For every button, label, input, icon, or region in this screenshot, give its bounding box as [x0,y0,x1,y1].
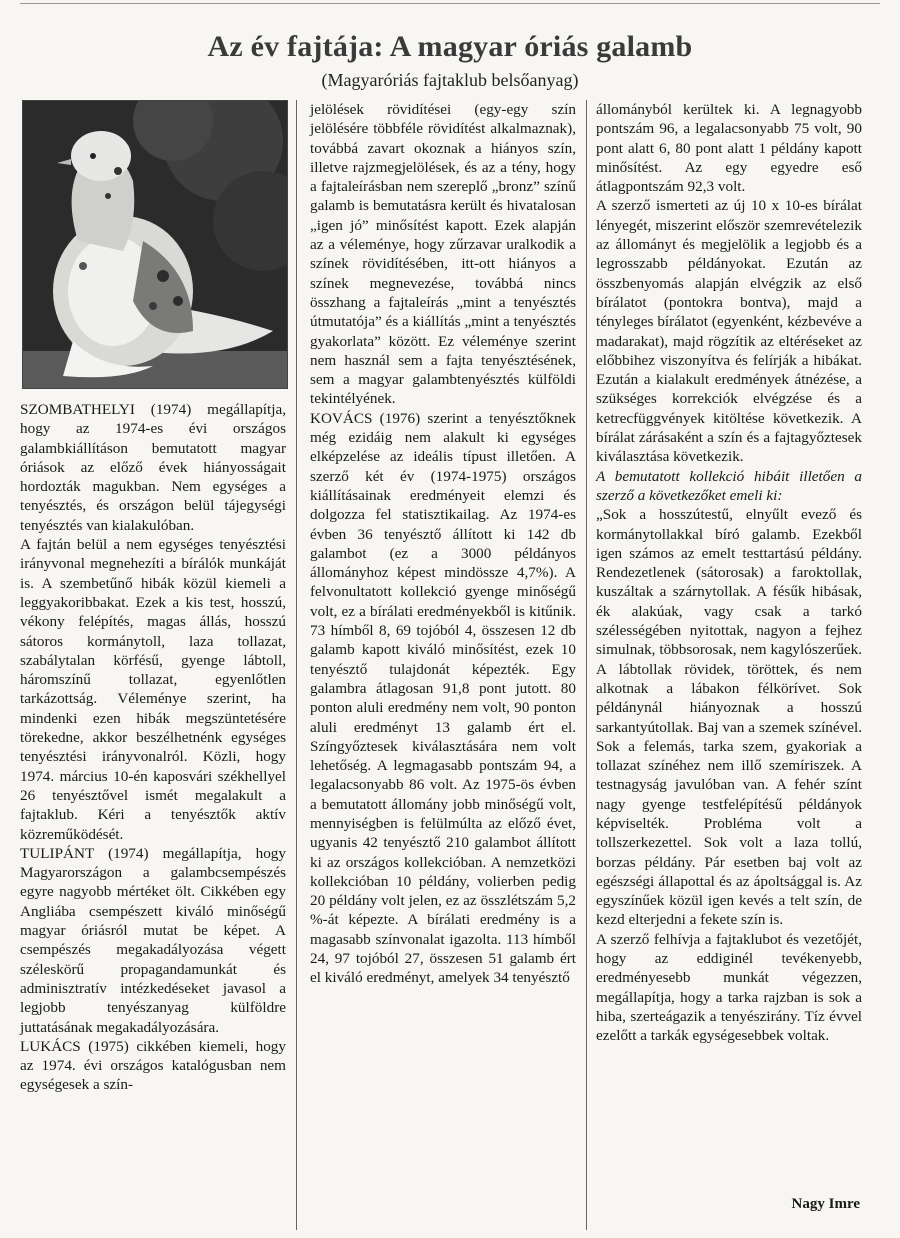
paragraph: SZOMBATHELYI (1974) megállapítja, hogy az 1974-es évi országos galambkiállításon bemutatott magyar óriások az előző évek hiányosságait hordozták magukban. Nem egységes a tenyésztés, és országon belül tájegységi tenyésztés van kialakulóban. [20,401,286,534]
column-divider [296,100,297,1230]
top-rule [20,3,880,4]
paragraph: jelölések rövidítései (egy-egy szín jelölésére többféle rövidítést alkalmaznak), továbbá zavart okoznak a hiányos szín, illetve rajzmegjelölések, és az a tény, hogy a fajtaleírásban nem szereplő „bronz” színű galamb is bemutatásra került és hivatalosan „igen jó” minősítést kapott. Ezek alapján az a véleménye, hogy zűrzavar uralkodik a színek rövidítésében, itt-ott hiányos a színek megnevezése, továbbá nincs összhang a fajtaleírás „mint a tenyésztés útmutatója” és a kiállítás „mint a tenyésztés gyakorlata” között. Ez véleménye szerint nem használ sem a fajta tenyésztésének, sem a magyar galambtenyésztés külföldi tekintélyének. [310,101,576,408]
paragraph: állományból kerültek ki. A legnagyobb pontszám 96, a legalacsonyabb 75 volt, 90 pont alatt 6, 80 pont alatt 1 példány kapott minősítést. Az egy egyedre eső átlagpontszám 92,3 volt. [596,101,862,196]
paragraph: A fajtán belül a nem egységes tenyésztési irányvonal megnehezíti a bírálók munkáját is. A szembetűnő hibák közül kiemeli a leggyakoribbakat. Ezek a kis test, hosszú, vékony felépítés, magas állás, hosszú sátoros kormánytoll, laza tollazat, szabálytalan körfésű, gyenge lábtoll, háromszínű tollazat, egyenlőtlen tarkázottság. Véleménye szerint, ha mindenki ezen hibák megszüntetésére törekedne, akkor beszélhetnénk egységes tenyésztési irányvonalról. Közli, hogy 1974. március 10-én kaposvári székhellyel 26 tenyésztővel ismét megalakult a fajtaklub. Kéri a tenyésztők aktív közreműködését. [20,536,286,843]
text-column-1 [20,400,286,1095]
paragraph: TULIPÁNT (1974) megállapítja, hogy Magyarországon a galambcsempészés egyre nagyobb mértéket ölt. Cikkében egy Angliába csempészett kiváló minőségű magyar óriásról mutat be képet. A csempészés megakadályozása végett széleskörű propagandamunkát és adminisztratív intézkedéseket javasol a legjobb tenyészanyag külföldre juttatásának megakadályozására. [20,844,286,1036]
text-column-3 [596,100,862,1046]
text-column-2 [310,100,576,988]
paragraph: LUKÁCS (1975) cikkében kiemeli, hogy az 1974. évi országos katalógusban nem egységesek a szín- [20,1037,286,1094]
column-divider [586,100,587,1230]
article-title: Az év fajtája: A magyar óriás galamb [207,30,693,63]
pigeon-photo-icon [23,101,287,388]
author-signature: Nagy Imre [791,1196,860,1212]
pigeon-photo [22,100,288,389]
paragraph: „Sok a hosszútestű, elnyűlt evező és kormánytollakkal bíró galamb. Ezekből igen számos az emelt testtartású példány. Rendezetlenek (sátorosak) a faroktollak, kuszáltak a szárnytollak. A fésűk hibásak, ék alakúak, vagy csak a tarkó szélességében nyitottak, nagyon a fejhez simulnak, többsorosak, nem kagylószerűek. A lábtollak rövidek, töröttek, és nem alkotnak a lábakon félkörívet. Sok példánynál hiányoznak a hosszú sarkantyútollak. Baj van a szemek színével. Sok a felemás, tarka szem, gyakoriak a tollazat színéhez nem illő szemíriszek. A testnagyság javulóban van. A fehér színt nagy gyenge testfelépítésű példányok képviselték. Probléma volt a tollszerkezettel. Sok volt a laza tollú, borzas példány. Pár esetben baj volt az egészségi állapottal és az ápoltsággal is. Az egyszínűek közül igen kevés a telt szín, de kezd elterjedni a fekete szín is. [596,506,862,929]
paragraph: A szerző ismerteti az új 10 x 10-es bírálat lényegét, miszerint először szemrevételezik az állományt és megjelölik a legjobb és a legrosszabb példányokat. Ezután az összbenyomás alapján elvégzik az első bírálatot (pontokra bontva), majd a tényleges bírálatot (egyenként, kézbevéve a madarakat), majd rögzítik az eltéréseket az előbbihez viszonyítva és felírják a hibákat. Ezután a kialakult eredmények átnézése, a szükséges korrekciók elvégzése és a ketrecfüggvények kitöltése következik. A bírálat zárásaként a szín és a fajtagyőztesek kiválasztása következik. [596,197,862,466]
paragraph-italic: A bemutatott kollekció hibáit illetően a szerző a következőket emeli ki: [596,467,862,504]
article-subtitle: (Magyaróriás fajtaklub belsőanyag) [321,70,579,90]
paragraph: A szerző felhívja a fajtaklubot és vezetőjét, hogy az eddiginél tevékenyebb, eredményesebb munkát végezzen, megállapítja, hogy a tarka rajzban is sok a hiba, szerteágazik a tenyészirány. Tíz évvel ezelőtt a tarkák egységesebbek voltak. [596,930,862,1045]
paragraph: KOVÁCS (1976) szerint a tenyésztőknek még ezidáig nem alakult ki egységes elképzelése az ideális típust illetően. A szerző két év (1974-1975) országos kiállításainak eredményeit elemzi és dolgozza fel statisztikailag. Az 1974-es évben 36 tenyésztő állított ki 142 db galambot (ez a 3000 példányos állományhoz képest mindössze 4,7%). A felvonultatott kollekció gyenge minőségű volt, ez a bírálati eredményekből is kitűnik. 73 hímből 8, 69 tojóból 4, összesen 12 db galamb kapott kiváló minősítést, ezek 10 tenyésztő tulajdonát képezték. Egy galambra átlagosan 91,8 pont jutott. 80 ponton aluli eredmény nem volt, 90 ponton aluli eredményt 13 galamb ért el. Színgyőztesek kiválasztására nem volt lehetőség. A legmagasabb pontszám 94, a legalacsonyabb 86 volt. Az 1975-ös évben a bemutatott állomány jobb minőségű volt, mennyiségben is felülmúlta az előző évet, ugyanis 42 tenyésztő 210 galambot állított ki az országos kollekcióban. A nemzetközi kollekcióban 10 példány, volierben pedig 20 példány volt jelen, ez az összlétszám 5,2 %-át képezte. A bírálati eredmény is a magasabb színvonalat igazolta. 113 hímből 24, 97 tojóból 27, összesen 51 galamb ért el kiváló eredményt, amelyek 34 tenyésztő [310,409,576,987]
